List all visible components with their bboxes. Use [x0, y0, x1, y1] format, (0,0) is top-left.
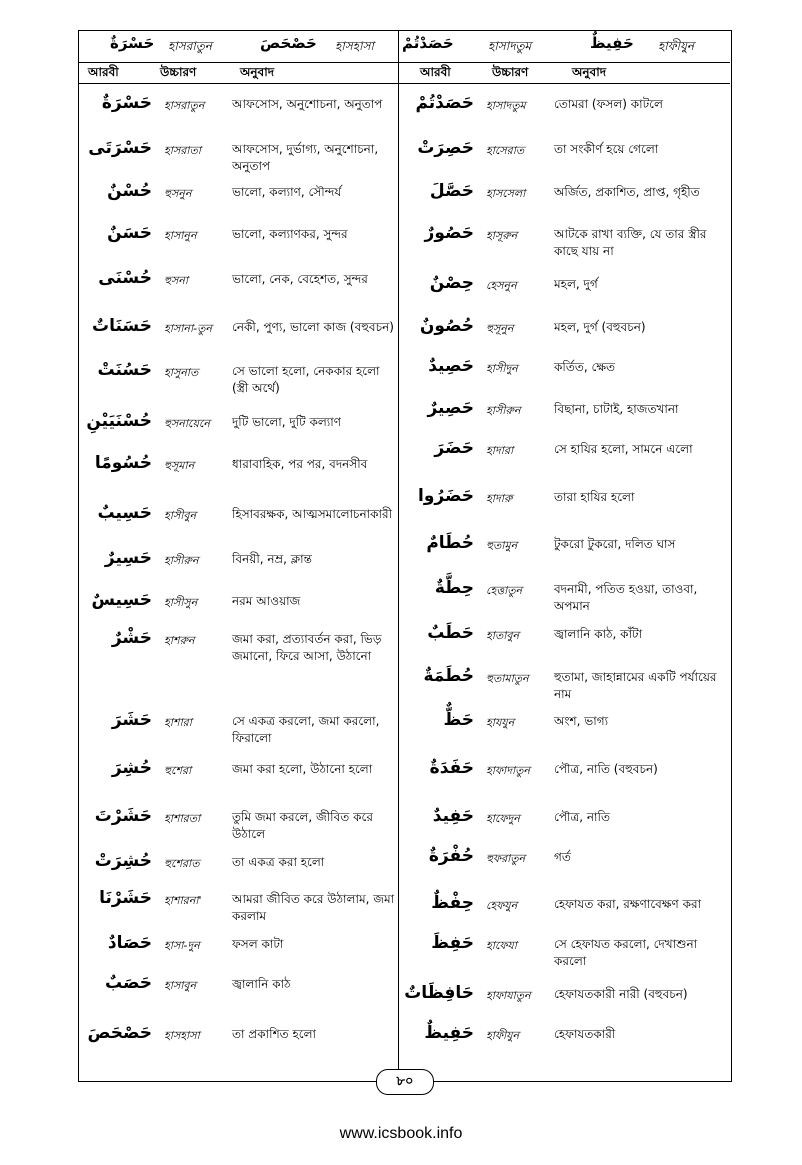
pronunciation: হেফযুন: [486, 899, 518, 912]
arabic-word: حَصَدْتُمْ: [415, 93, 474, 113]
pronunciation: হুফরাতুন: [486, 852, 526, 865]
page-number: ৮০: [376, 1069, 434, 1095]
pronunciation: হুতামুন: [486, 539, 518, 552]
meaning: জমা করা হলো, উঠানো হলো: [232, 762, 373, 776]
pronunciation: হাসেরাত: [486, 144, 525, 157]
meaning: সে একত্র করলো, জমা করলো, ফিরালো: [232, 714, 380, 745]
arabic-word: حَشَرَ: [111, 710, 152, 730]
pronunciation: হাসরাতা: [164, 144, 201, 157]
meaning: জ্বালানি কাঠ: [232, 977, 291, 991]
pronunciation: হাসূরুন: [486, 229, 518, 242]
pronunciation: হাসানা-তুন: [164, 322, 212, 335]
meaning: জ্বালানি কাঠ, কাঁটা: [554, 627, 643, 641]
meaning: টুকরো টুকরো, দলিত ঘাস: [554, 537, 676, 551]
meaning: হিসাবরক্ষক, আত্মসমালোচনাকারী: [232, 507, 393, 521]
pronunciation: হাসীরুন: [486, 404, 521, 417]
col-header-arabic-left: আরবী: [88, 65, 119, 79]
pronunciation: হুসনুন: [164, 187, 192, 200]
arabic-word: حَفِيدٌ: [432, 806, 474, 826]
arabic-word: حَصْحَصَ: [87, 1023, 152, 1043]
arabic-word: حُشِرَ: [111, 758, 152, 778]
pronunciation: হাফেযা: [486, 939, 517, 952]
pronunciation: হেসনুন: [486, 279, 517, 292]
arabic-word: حَصِيدٌ: [428, 356, 474, 376]
col-header-meaning-left: অনুবাদ: [240, 65, 275, 79]
pronunciation: হাযযুন: [486, 716, 515, 729]
meaning: ফসল কাটা: [232, 937, 284, 951]
arabic-word: حَشَرْنَا: [99, 888, 152, 908]
pronunciation: হাশারা: [164, 716, 192, 729]
meaning: ধারাবাহিক, পর পর, বদনসীব: [232, 457, 368, 471]
pronunciation: হাফাযাতুন: [486, 989, 531, 1002]
meaning: সে হেফাযত করলো, দেখাশুনা করলো: [554, 937, 698, 968]
column-header-rule: [78, 83, 730, 84]
meaning: ভালো, কল্যাণকর, সুন্দর: [232, 227, 348, 241]
arabic-word: حَفِظَ: [431, 933, 474, 953]
meaning: তোমরা (ফসল) কাটলে: [554, 97, 663, 111]
arabic-word: حَصَادٌ: [107, 933, 152, 953]
column-divider: [398, 30, 399, 1082]
meaning: মহল, দুর্গ (বহুবচন): [554, 320, 646, 334]
arabic-word: حَصِرَتْ: [417, 138, 474, 158]
pronunciation: হুতামাতুন: [486, 672, 529, 685]
arabic-word: حِطَّةٌ: [434, 578, 474, 598]
meaning: আমরা জীবিত করে উঠালাম, জমা করলাম: [232, 892, 395, 923]
header-arabic-3: حَصَدْتُمْ: [402, 34, 454, 52]
meaning: বিছানা, চাটাই, হাজতখানা: [554, 402, 679, 416]
pronunciation: হুসূমান: [164, 459, 195, 472]
meaning: আফসোস, দুর্ভাগ্য, অনুশোচনা, অনুতাপ: [232, 142, 379, 173]
pronunciation: হাশারতা: [164, 812, 201, 825]
arabic-word: حَطَبٌ: [427, 623, 474, 643]
pronunciation: হুসনা: [164, 274, 189, 287]
meaning: জমা করা, প্রত্যাবর্তন করা, ভিড় জমানো, ফিরে আসা, উঠানো: [232, 632, 382, 663]
pronunciation: হাসানুন: [164, 229, 197, 242]
meaning: পৌত্র, নাতি (বহুবচন): [554, 762, 658, 776]
pronunciation: হাশরুন: [164, 634, 195, 647]
arabic-word: حِصْنٌ: [429, 273, 474, 293]
meaning: কর্তিত, ক্ষেত: [554, 360, 616, 374]
meaning: দুটি ভালো, দুটি কল্যাণ: [232, 415, 342, 429]
arabic-word: حُسْنَى: [98, 268, 152, 288]
pronunciation: হাসীদুন: [486, 362, 518, 375]
pronunciation: হাসা-দুন: [164, 939, 200, 952]
pronunciation: হাসীসুন: [164, 596, 198, 609]
meaning: নরম আওয়াজ: [232, 594, 301, 608]
meaning: সে ভালো হলো, নেককার হলো (স্ত্রী অর্থে): [232, 364, 380, 395]
pronunciation: হাতাবুন: [486, 629, 520, 642]
meaning: হুতামা, জাহান্নামের একটি পর্যায়ের নাম: [554, 670, 717, 701]
header-pron-2: হাসহাসা: [335, 39, 374, 53]
pronunciation: হাসরাতুন: [164, 99, 205, 112]
header-rule: [78, 62, 730, 63]
arabic-word: حَسِيرٌ: [104, 548, 152, 568]
arabic-word: حَصَبٌ: [105, 973, 152, 993]
arabic-word: حَفَدَةٌ: [429, 758, 474, 778]
meaning: তা প্রকাশিত হলো: [232, 1027, 317, 1041]
pronunciation: হাফেদুন: [486, 812, 520, 825]
pronunciation: হাফাদাতুন: [486, 764, 530, 777]
footer-url[interactable]: www.icsbook.info: [339, 1125, 463, 1142]
pronunciation: হাসুনাত: [164, 366, 199, 379]
header-pron-4: হাফীযুন: [658, 39, 695, 53]
pronunciation: হাসাদতুম: [486, 99, 526, 112]
arabic-word: حَسَنٌ: [107, 223, 152, 243]
meaning: বিনয়ী, নম্র, ক্লান্ত: [232, 552, 312, 566]
arabic-word: حَسُنَتْ: [97, 360, 152, 380]
pronunciation: হুসনায়েনে: [164, 417, 210, 430]
pronunciation: হুশেরাত: [164, 857, 200, 870]
pronunciation: হাসীরুন: [164, 554, 199, 567]
arabic-word: حُشِرَتْ: [94, 851, 152, 871]
arabic-word: حُصُونٌ: [419, 316, 474, 336]
meaning: হেফাযত করা, রক্ষণাবেক্ষণ করা: [554, 897, 702, 911]
arabic-word: حَصَّلَ: [429, 181, 474, 201]
arabic-word: حَظٌّ: [443, 710, 474, 730]
meaning: অংশ, ভাগ্য: [554, 714, 609, 728]
meaning: অর্জিত, প্রকাশিত, প্রাপ্ত, গৃহীত: [554, 185, 700, 199]
header-arabic-4: حَفِيظٌ: [590, 34, 634, 52]
meaning: মহল, দুর্গ: [554, 277, 598, 291]
pronunciation: হাসাবুন: [164, 979, 197, 992]
meaning: বদনামী, পতিত হওয়া, তাওবা, অপমান: [554, 582, 698, 613]
arabic-word: حَسِيسٌ: [91, 590, 152, 610]
pronunciation: হুশেরা: [164, 764, 192, 777]
meaning: আফসোস, অনুশোচনা, অনুতাপ: [232, 97, 383, 111]
arabic-word: حَشَرْتَ: [94, 806, 152, 826]
pronunciation: হাসীবুন: [164, 509, 197, 522]
arabic-word: حَفِيظٌ: [424, 1023, 474, 1043]
pronunciation: হাসসেলা: [486, 187, 526, 200]
arabic-word: حُسُومًا: [94, 453, 152, 473]
meaning: আটকে রাখা ব্যক্তি, যে তার স্ত্রীর কাছে যায় না: [554, 227, 707, 258]
arabic-word: حَشْرٌ: [111, 628, 152, 648]
arabic-word: حَضَرَ: [434, 438, 474, 458]
meaning: তুমি জমা করলে, জীবিত করে উঠালে: [232, 810, 373, 841]
meaning: তা একত্র করা হলো: [232, 855, 325, 869]
arabic-word: حَسْرَتَى: [88, 138, 152, 158]
pronunciation: হাদারা: [486, 444, 514, 457]
arabic-word: حَسِيبٌ: [97, 503, 152, 523]
col-header-arabic-right: আরবী: [420, 65, 451, 79]
pronunciation: হুসূনুন: [486, 322, 514, 335]
arabic-word: حَصُورٌ: [424, 223, 474, 243]
meaning: ভালো, কল্যাণ, সৌন্দর্য: [232, 185, 342, 199]
meaning: পৌত্র, নাতি: [554, 810, 610, 824]
meaning: হেফাযতকারী: [554, 1027, 616, 1041]
arabic-word: حُسْنَيَيْنِ: [86, 411, 152, 431]
arabic-word: حُفْرَةٌ: [428, 846, 474, 866]
col-header-pron-left: উচ্চারণ: [160, 65, 197, 79]
arabic-word: حَسْرَةٌ: [101, 93, 152, 113]
meaning: সে হাযির হলো, সামনে এলো: [554, 442, 693, 456]
header-pron-1: হাসরাতুন: [168, 39, 212, 53]
meaning: গর্ত: [554, 850, 571, 864]
header-arabic-1: حَسْرَةٌ: [110, 34, 155, 52]
header-pron-3: হাসাদতুম: [488, 39, 532, 53]
arabic-word: حُطَمَةٌ: [423, 666, 474, 686]
meaning: নেকী, পুণ্য, ভালো কাজ (বহুবচন): [232, 320, 394, 334]
pronunciation: হাদারু: [486, 492, 513, 505]
meaning: হেফাযতকারী নারী (বহুবচন): [554, 987, 688, 1001]
arabic-word: حِفْظٌ: [431, 893, 474, 913]
pronunciation: হেত্তাতুন: [486, 584, 523, 597]
meaning: তা সংকীর্ণ হয়ে গেলো: [554, 142, 659, 156]
meaning: ভালো, নেক, বেহেশত, সুন্দর: [232, 272, 368, 286]
pronunciation: হাফীযুন: [486, 1029, 520, 1042]
pronunciation: হাসহাসা: [164, 1029, 200, 1042]
col-header-pron-right: উচ্চারণ: [492, 65, 529, 79]
arabic-word: حُسْنٌ: [107, 181, 152, 201]
col-header-meaning-right: অনুবাদ: [572, 65, 607, 79]
meaning: তারা হাযির হলো: [554, 490, 635, 504]
arabic-word: حَصِيرٌ: [427, 398, 474, 418]
header-arabic-2: حَصْحَصَ: [260, 34, 317, 52]
arabic-word: حَسَنَاتٌ: [92, 316, 152, 336]
pronunciation: হাশারনা': [164, 894, 202, 907]
arabic-word: حَافِظَاتٌ: [404, 983, 474, 1003]
arabic-word: حُطَامٌ: [426, 533, 474, 553]
arabic-word: حَضَرُوا: [418, 486, 474, 506]
